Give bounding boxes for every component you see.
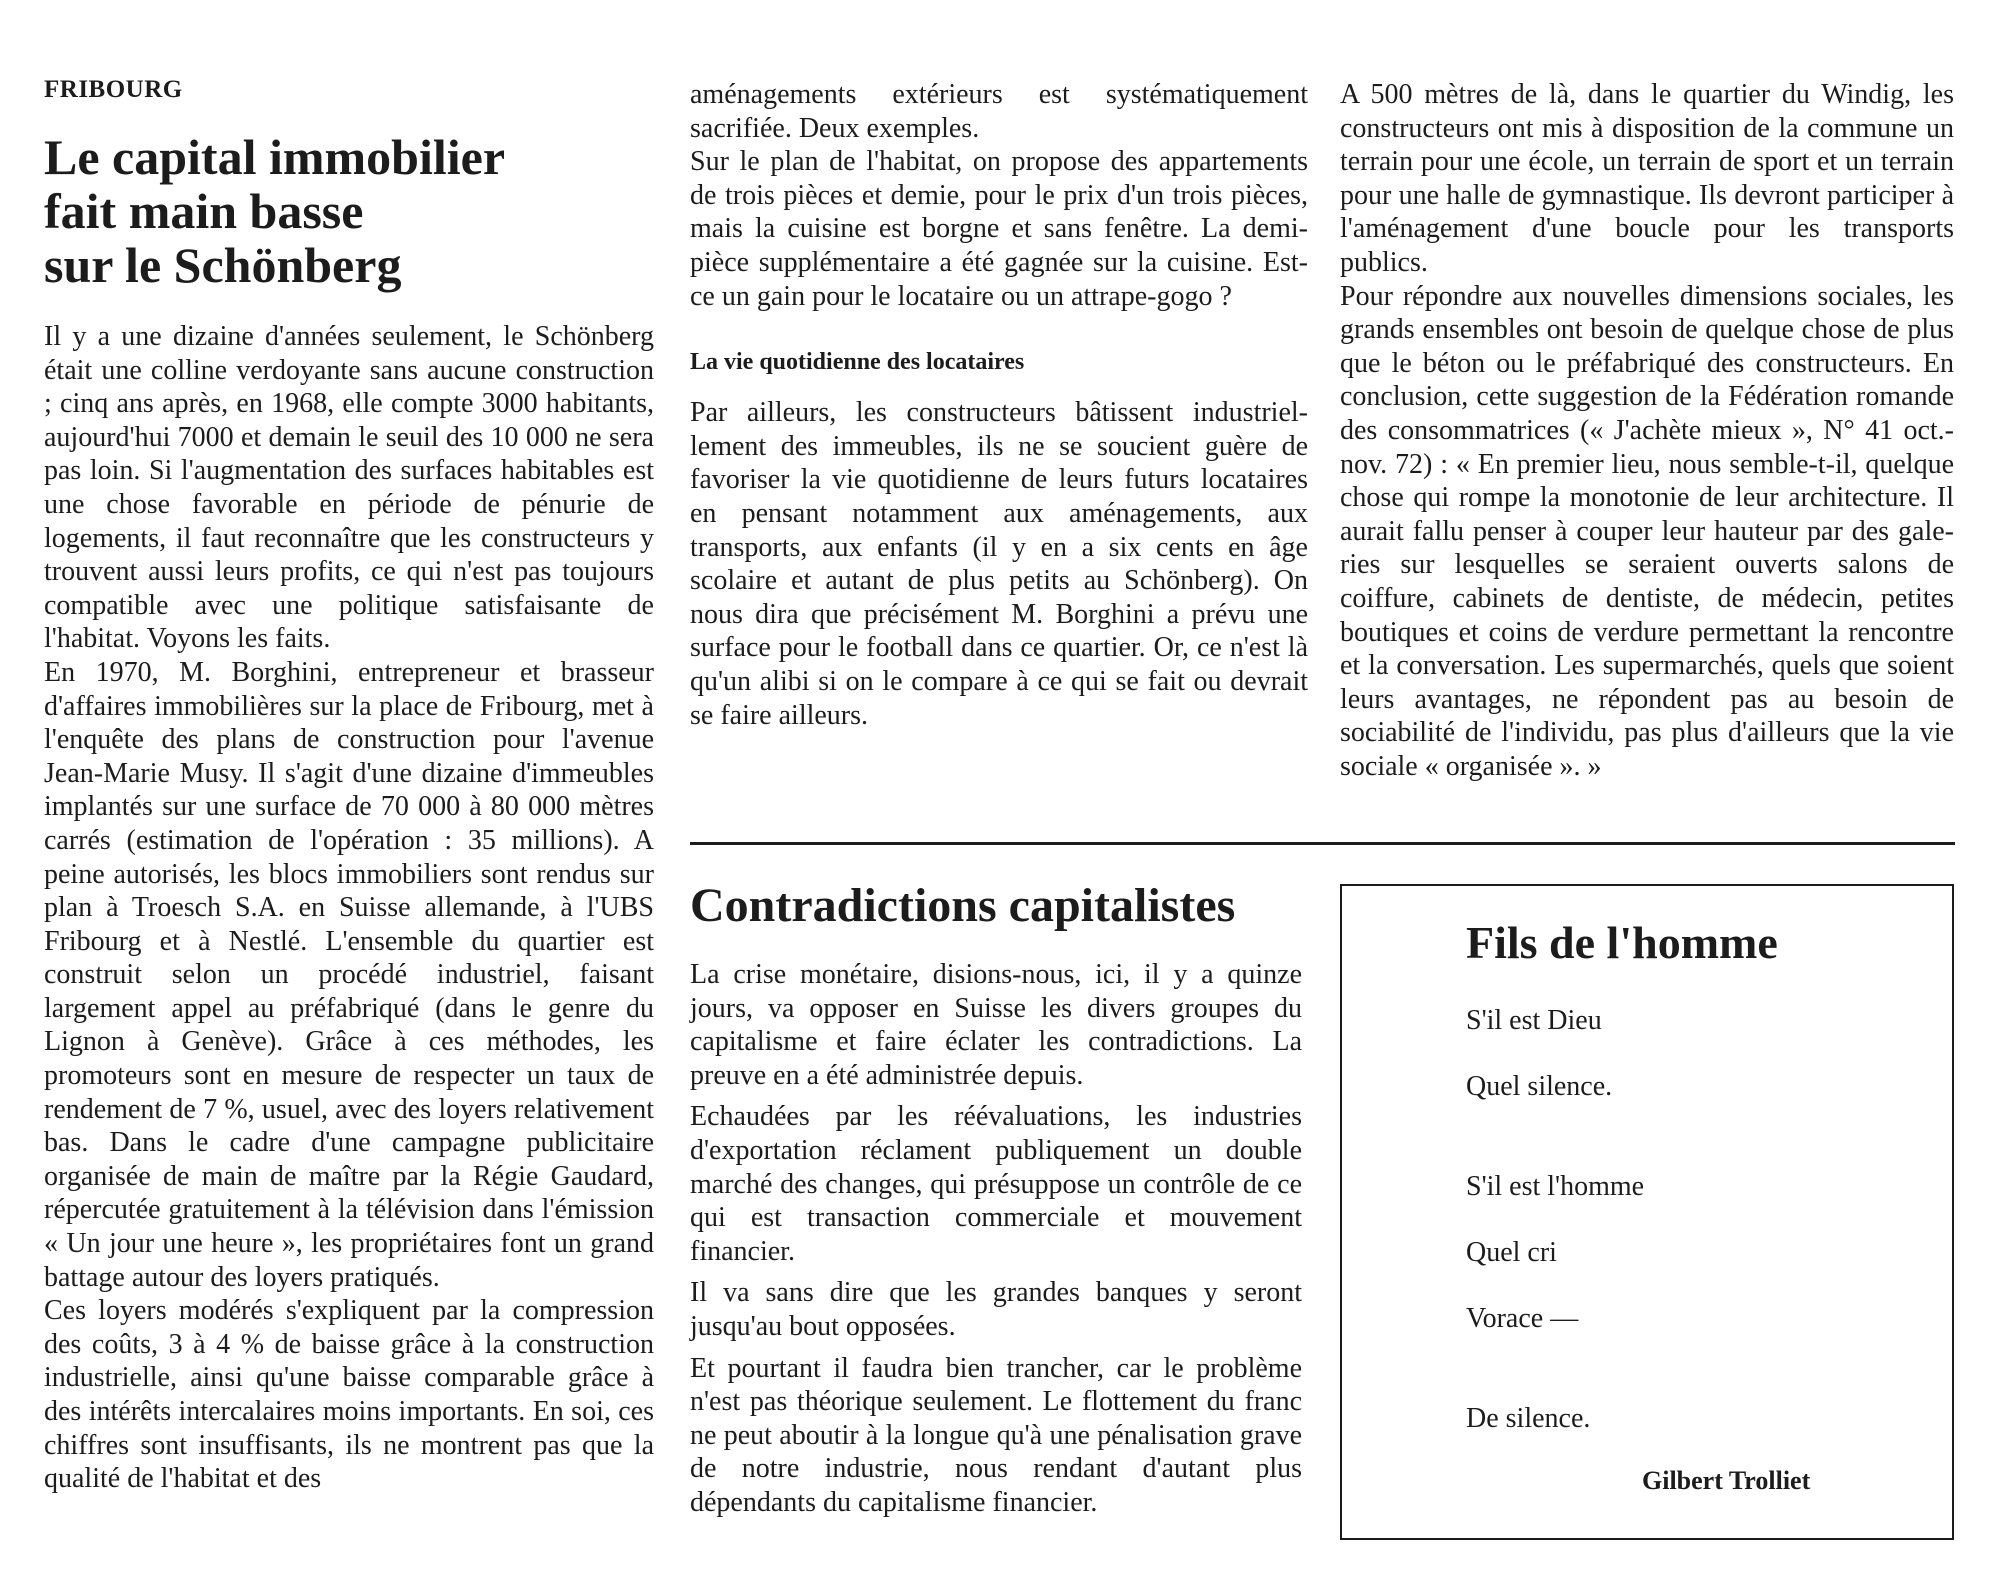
- article-paragraph: A 500 mètres de là, dans le quartier du Windig, les constructeurs ont mis à disposition de la commune un terrain pour une école, un terrain de sport et un terrain pour une halle de gymnastique. Ils devront participer à l'aménagement d'une boucle pour les transports publics.: [1340, 79, 1954, 278]
- article-paragraph: Ces loyers modérés s'expliquent par la compression des coûts, 3 à 4 % de baisse grâce à la construction industrielle, ainsi qu'une baisse comparable grâce à des intérêts intercalaires moins importants. En soi, ces chiffres sont insuffisants, ils ne montrent pas que la qualité de l'habitat et des: [44, 1295, 654, 1495]
- article-paragraph: Pour répondre aux nouvelles dimensions sociales, les grands ensembles ont besoin de quelque chose de plus que le béton ou le préfabriqué des constructeurs. En conclusion, cette suggestion de la Fédération romande des consommatrices (« J'achète mieux », N° 41 oct.-nov. 72) : « En premier lieu, nous semble-t-il, quelque chose qui rompe la monotonie de leur architecture. Il aurait fallu penser à couper leur hauteur par des galeries sur lesquelles se seraient ouverts salons de coiffure, cabinets de dentiste, de médecin, petites boutiques et coins de verdure permettant la rencontre et la conversation. Les supermarchés, quels que soient leurs avantages, ne répondent pas au besoin de sociabilité de l'individu, pas plus d'ailleurs que la vie sociale « organisée ». »: [1340, 280, 1954, 782]
- article-paragraph: Et pourtant il faudra bien trancher, car le problème n'est pas théorique seulement. Le flottement du franc ne peut aboutir à la longue qu'à une pénalisation grave de notre industrie, nous rendant d'autant plus dépendants du capitalisme financier.: [690, 1352, 1302, 1518]
- article-paragraph: Echaudées par les réévaluations, les industries d'exportation réclament publiquement un double marché des changes, qui présuppose un contrôle de ce qui est transaction commerciale et mouvement financier.: [690, 1101, 1302, 1267]
- article-paragraph: aménagements extérieurs est systématiquement sacrifiée. Deux exemples.: [690, 79, 1308, 144]
- poem-line: De silence.: [1466, 1403, 1591, 1434]
- article-subheading: La vie quotidienne des locataires: [690, 349, 1025, 376]
- poem-title: Fils de l'homme: [1466, 917, 1778, 968]
- column-1-body: [44, 320, 654, 1496]
- poem-line: S'il est Dieu: [1466, 1005, 1602, 1036]
- poem-box: [1340, 884, 1954, 1540]
- article-paragraph: Sur le plan de l'habitat, on propose des appartements de trois pièces et demie, pour le prix d'un trois pièces, mais la cuisine est borgne et sans fenêtre. La demi-pièce supplémentaire a été gagnée sur la cuisine. Est-ce un gain pour le locataire ou un attrape-gogo ?: [690, 146, 1308, 312]
- poem-author: Gilbert Trolliet: [1642, 1466, 1811, 1495]
- article-paragraph: Il va sans dire que les grandes banques y seront jusqu'au bout opposées.: [690, 1277, 1302, 1342]
- poem-line: Vorace —: [1466, 1303, 1579, 1334]
- article-paragraph: Par ailleurs, les constructeurs bâtissent industriellement des immeubles, ils ne se soucient guère de favoriser la vie quotidienne de leurs futurs locataires en pensant notamment aux aménagements, aux transports, aux enfants (il y en a six cents en âge scolaire et autant de plus petits au Schönberg). On nous dira que précisément M. Borghini a prévu une surface pour le football dans ce quartier. Or, ce n'est là qu'un alibi si on le compare à ce qui se fait ou devrait se faire ailleurs.: [690, 397, 1308, 731]
- article-headline: [44, 130, 664, 292]
- poem-line: Quel cri: [1466, 1237, 1557, 1268]
- column-3-body: [1340, 78, 1954, 783]
- headline-line: fait main basse: [44, 183, 364, 239]
- article-paragraph: La crise monétaire, disions-nous, ici, il y a quinze jours, va opposer en Suisse les divers groupes du capitalisme et faire éclater les contradictions. La preuve en a été administrée depuis.: [690, 959, 1302, 1091]
- section-divider: [690, 842, 1955, 845]
- contradictions-body: [690, 958, 1302, 1520]
- headline-line: sur le Schönberg: [44, 237, 402, 293]
- article-paragraph: Il y a une dizaine d'années seulement, le Schönberg était une colline verdoyante sans aucune construction ; cinq ans après, en 1968, elle compte 3000 habitants, aujourd'hui 7000 et demain le seuil des 10 000 ne sera pas loin. Si l'augmentation des surfaces habitables est une chose favorable en période de pénurie de logements, il faut reconnaître que les constructeurs y trouvent aussi leurs profits, ce qui n'est pas toujours compatible avec une politique satisfaisante de l'habitat. Voyons les faits.: [44, 321, 654, 655]
- section-label: FRIBOURG: [44, 76, 183, 103]
- column-2-body: [690, 78, 1308, 732]
- headline-line: Le capital immobilier: [44, 129, 506, 185]
- poem-line: Quel silence.: [1466, 1071, 1613, 1102]
- poem-line: S'il est l'homme: [1466, 1171, 1645, 1202]
- contradictions-headline: Contradictions capitalistes: [690, 879, 1236, 932]
- article-paragraph: En 1970, M. Borghini, entrepreneur et brasseur d'affaires immobilières sur la place de Fribourg, met à l'enquête des plans de construction pour l'avenue Jean-Marie Musy. Il s'agit d'une dizaine d'immeubles implantés sur une surface de 70 000 à 80 000 mètres carrés (estimation de l'opération : 35 millions). A peine autorisés, les blocs immobiliers sont rendus sur plan à Troesch S.A. en Suisse allemande, à l'UBS Fribourg et à Nestlé. L'ensemble du quartier est construit selon un procédé industriel, faisant largement appel au préfabriqué (dans le genre du Lignon à Genève). Grâce à ces méthodes, les promoteurs sont en mesure de respecter un taux de rendement de 7 %, usuel, avec des loyers relativement bas. Dans le cadre d'une campagne publicitaire organisée de main de maître par la Régie Gaudard, répercutée gratuitement à la télévision dans l'émission « Un jour une heure », les propriétaires font un grand battage autour des loyers pratiqués.: [44, 656, 654, 1293]
